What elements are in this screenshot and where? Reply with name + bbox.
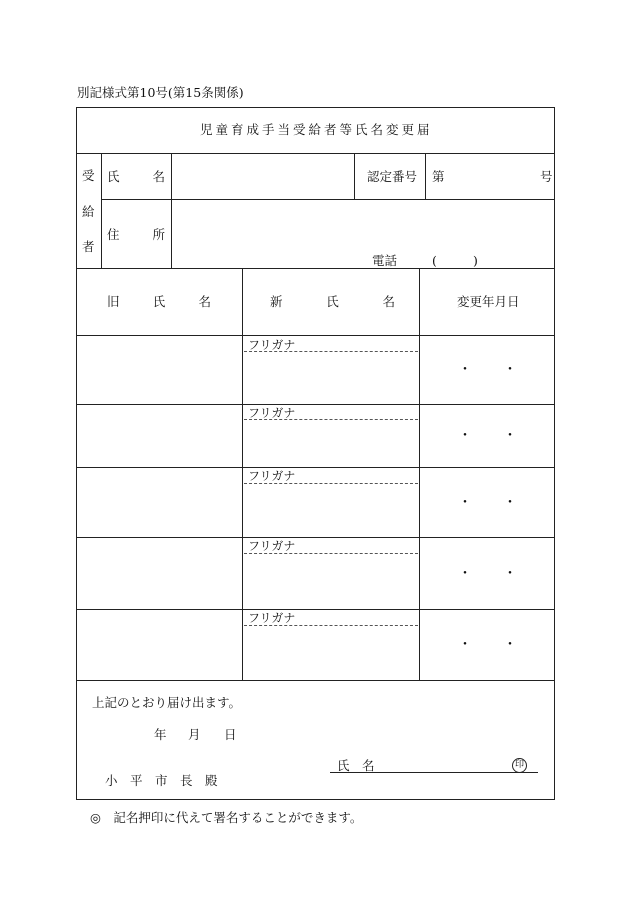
signature-underline <box>330 772 538 773</box>
change-date-header: 変更年月日 <box>457 294 520 309</box>
old-name-cell[interactable] <box>77 610 241 679</box>
signature-note: ◎ 記名押印に代えて署名することができます。 <box>90 810 363 825</box>
date-separator: ・ <box>458 566 472 582</box>
date-separator: ・ <box>458 495 472 511</box>
recipient-address-field[interactable] <box>172 200 554 250</box>
date-separator: ・ <box>503 428 517 444</box>
old-name-cell[interactable] <box>77 468 241 536</box>
date-separator: ・ <box>458 637 472 653</box>
divider <box>425 153 426 199</box>
divider <box>76 268 555 269</box>
divider <box>419 268 420 680</box>
submission-statement: 上記のとおり届け出ます。 <box>92 695 242 710</box>
new-name-cell[interactable] <box>243 626 418 679</box>
signer-name-field[interactable] <box>378 755 506 771</box>
certification-suffix: 号 <box>540 169 553 184</box>
divider <box>354 153 355 199</box>
form-title: 児童育成手当受給者等氏名変更届 <box>200 122 433 137</box>
certification-number-label: 認定番号 <box>367 169 418 184</box>
certification-prefix: 第 <box>432 169 445 184</box>
signer-name-label-1: 氏 <box>337 758 350 773</box>
divider <box>101 153 102 268</box>
phone-label: 電話 <box>372 253 398 268</box>
old-name-cell[interactable] <box>77 336 241 403</box>
seal-mark: 印 <box>512 758 527 773</box>
new-name-cell[interactable] <box>243 352 418 403</box>
furigana-label: フリガナ <box>248 469 296 483</box>
new-name-cell[interactable] <box>243 554 418 608</box>
old-name-cell[interactable] <box>77 405 241 466</box>
new-name-cell[interactable] <box>243 484 418 536</box>
old-name-header: 旧 氏 名 <box>107 294 211 309</box>
certification-number-field[interactable] <box>450 154 535 198</box>
date-day-label: 日 <box>224 727 237 742</box>
recipient-side-label-3: 者 <box>82 239 95 254</box>
recipient-name-label: 氏 名 <box>107 169 165 184</box>
date-separator: ・ <box>503 637 517 653</box>
furigana-label: フリガナ <box>248 338 296 352</box>
divider <box>242 268 243 680</box>
date-month-label: 月 <box>188 727 201 742</box>
furigana-label: フリガナ <box>248 539 296 553</box>
furigana-label: フリガナ <box>248 406 296 420</box>
divider <box>76 680 555 681</box>
recipient-address-label: 住 所 <box>107 227 165 242</box>
phone-paren-open: ( <box>432 253 437 268</box>
date-year-label: 年 <box>154 727 167 742</box>
old-name-cell[interactable] <box>77 538 241 608</box>
addressee: 小 平 市 長 殿 <box>105 773 218 788</box>
recipient-side-label-1: 受 <box>82 168 95 183</box>
phone-paren-close: ) <box>473 253 478 268</box>
recipient-side-label-2: 給 <box>82 204 95 219</box>
new-name-cell[interactable] <box>243 420 418 466</box>
new-name-header: 新 氏 名 <box>270 294 395 309</box>
furigana-label: フリガナ <box>248 611 296 625</box>
form-number-header: 別記様式第10号(第15条関係) <box>77 85 244 100</box>
date-separator: ・ <box>503 566 517 582</box>
date-separator: ・ <box>503 495 517 511</box>
date-separator: ・ <box>458 428 472 444</box>
date-separator: ・ <box>503 362 517 378</box>
phone-area-code-field[interactable] <box>440 252 472 267</box>
recipient-name-field[interactable] <box>172 154 353 198</box>
signer-name-label-2: 名 <box>362 758 375 773</box>
date-separator: ・ <box>458 362 472 378</box>
